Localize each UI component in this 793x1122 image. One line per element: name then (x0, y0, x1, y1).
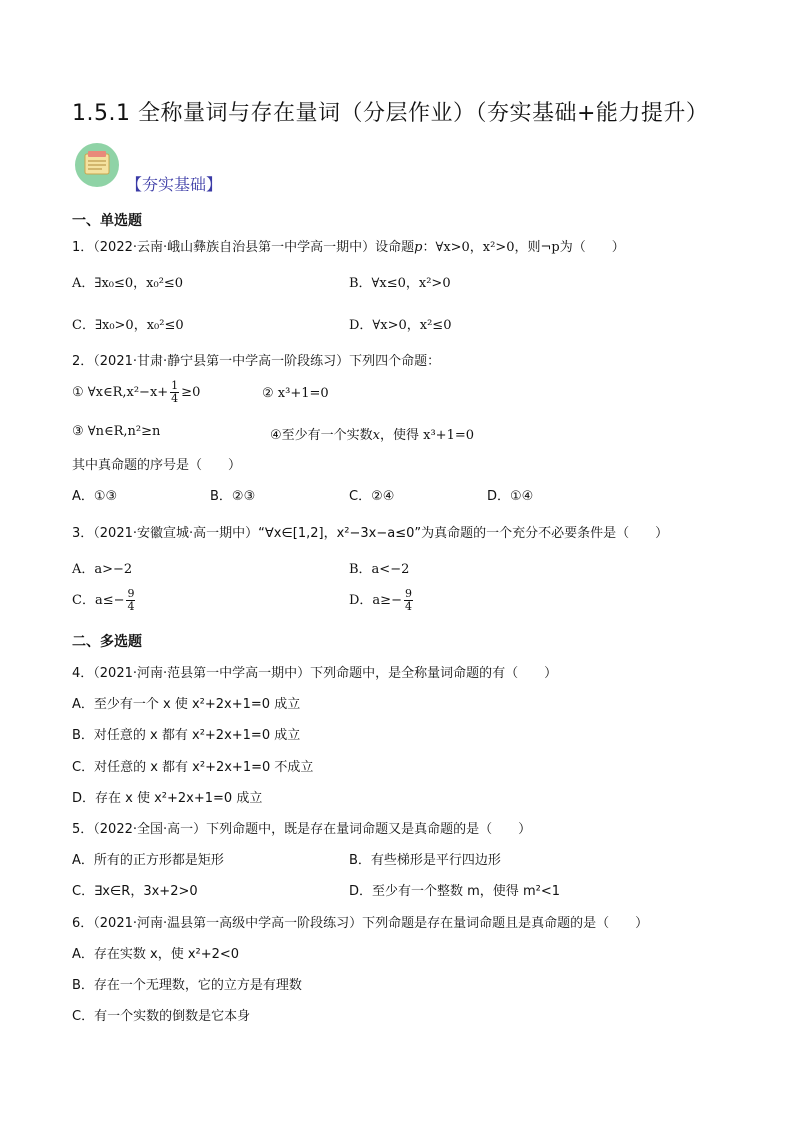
question-5-option-d: D．至少有一个整数 m，使得 m²<1 (349, 884, 560, 899)
question-3-stem: 3．（2021·安徽宣城·高一期中）“∀x∈[1,2]，x²−3x−a≤0”为真命题的一个充分不必要条件是（ ） (72, 526, 669, 541)
question-4-option-a: A．至少有一个 x 使 x²+2x+1=0 成立 (72, 697, 301, 712)
question-1-stem (72, 236, 625, 255)
fraction-denominator: 4 (171, 392, 179, 405)
question-6-stem: 6．（2021·河南·温县第一高级中学高一阶段练习）下列命题是存在量词命题且是真命题的是（ ） (72, 916, 649, 931)
fraction-denominator: 4 (127, 600, 135, 613)
section-badge-label: 【夯实基础】 (126, 175, 223, 194)
statement-4-post: ，使得 x³+1=0 (380, 428, 475, 443)
question-4-stem: 4．（2021·河南·范县第一中学高一期中）下列命题中，是全称量词命题的有（ ） (72, 666, 558, 681)
question-1-option-d: D．∀x>0，x²≤0 (349, 318, 452, 333)
section-heading-single: 一、单选题 (72, 213, 142, 229)
question-6-option-c: C．有一个实数的倒数是它本身 (72, 1009, 251, 1024)
statement-1-pre: ① ∀x∈R,x²−x+ (72, 385, 169, 400)
question-4-option-d: D．存在 x 使 x²+2x+1=0 成立 (72, 791, 263, 806)
question-2-option-b: B．②③ (210, 489, 256, 504)
fraction-numerator: 1 (171, 379, 179, 392)
question-2-statement-2: ② x³+1=0 (262, 386, 329, 401)
fraction-nine-quarters (404, 588, 413, 613)
fraction-denominator: 4 (404, 600, 412, 613)
fraction-one-quarter (170, 380, 179, 405)
question-6-option-a: A．存在实数 x，使 x²+2<0 (72, 947, 240, 962)
question-2-option-a: A．①③ (72, 489, 118, 504)
statement-1-post: ≥0 (181, 385, 201, 400)
fraction-numerator: 9 (404, 587, 412, 600)
fraction-numerator: 9 (127, 587, 135, 600)
page-title: 1.5.1 全称量词与存在量词（分层作业）（夯实基础+能力提升） (72, 101, 709, 126)
question-5-stem: 5．（2022·全国·高一）下列命题中，既是存在量词命题又是真命题的是（ ） (72, 822, 532, 837)
question-3-option-a: A．a>−2 (72, 562, 133, 577)
question-1-prefix: 1．（2022·云南·峨山彝族自治县第一中学高一期中）设命题 (72, 240, 415, 255)
question-3-option-c (72, 588, 137, 613)
question-4-option-b: B．对任意的 x 都有 x²+2x+1=0 成立 (72, 728, 301, 743)
statement-4-var: x (372, 428, 380, 443)
fraction-nine-quarters (126, 588, 135, 613)
question-2-option-c: C．②④ (349, 489, 395, 504)
question-2-ask: 其中真命题的序号是（ ） (72, 458, 242, 473)
question-2-statement-4 (270, 424, 474, 443)
question-2-option-d: D．①④ (487, 489, 534, 504)
question-5-option-b: B．有些梯形是平行四边形 (349, 853, 501, 868)
question-3-option-d (349, 588, 415, 613)
question-1-colon: ： (422, 240, 436, 255)
notebook-icon (74, 142, 120, 188)
question-1-body: ∀x>0，x²>0，则¬p为（ ） (435, 240, 625, 255)
question-2-statement-1 (72, 380, 200, 405)
question-6-option-b: B．存在一个无理数，它的立方是有理数 (72, 978, 302, 993)
question-1-option-b: B．∀x≤0，x²>0 (349, 276, 451, 291)
question-1-option-a: A．∃x₀≤0，x₀²≤0 (72, 276, 184, 291)
question-4-option-c: C．对任意的 x 都有 x²+2x+1=0 不成立 (72, 760, 314, 775)
question-3-option-b: B．a<−2 (349, 562, 410, 577)
question-2-statement-3: ③ ∀n∈R,n²≥n (72, 424, 161, 439)
question-1-option-c: C．∃x₀>0，x₀²≤0 (72, 318, 184, 333)
question-1-p: p (414, 240, 423, 255)
option-d-pre: D．a≥− (349, 593, 402, 608)
question-5-option-c: C．∃x∈R，3x+2>0 (72, 884, 198, 899)
question-5-option-a: A．所有的正方形都是矩形 (72, 853, 224, 868)
statement-4-pre: ④至少有一个实数 (270, 428, 373, 443)
question-2-stem: 2．（2021·甘肃·静宁县第一中学高一阶段练习）下列四个命题： (72, 354, 441, 369)
section-heading-multi: 二、多选题 (72, 634, 142, 650)
option-c-pre: C．a≤− (72, 593, 125, 608)
